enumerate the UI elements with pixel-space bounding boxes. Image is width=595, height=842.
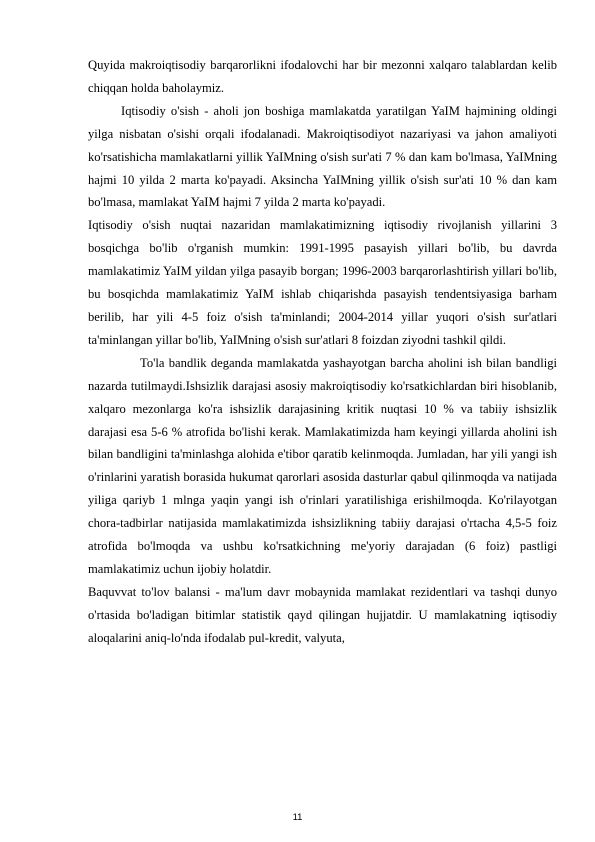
document-page [88, 54, 557, 650]
paragraph-development-stages: Iqtisodiy o'sish nuqtai nazaridan mamlakatimizning iqtisodiy rivojlanish yillarini 3 bosqichga bo'lib o'rganish mumkin: 1991-1995 pasayish yillari bo'lib, bu davrda mamlakatimiz YaIM yildan yilga pasayib borgan; 1996-2003 barqarorlashtirish yillari bo'lib, bu bosqichda mamlakatimiz YaIM ishlab chiqarishda pasayish tendentsiyasiga barham berilib, har yili 4-5 foiz o'sish ta'minlandi; 2004-2014 yillar yuqori o'sish sur'atlari ta'minlangan yillar bo'lib, YaIMning o'sish sur'atlari 8 foizdan ziyodni tashkil qildi. [88, 218, 557, 347]
paragraph-balance-of-payments: Baquvvat to'lov balansi - ma'lum davr mobaynida mamlakat rezidentlari va tashqi dunyo o'rtasida bo'ladigan bitimlar statistik qayd qilingan hujjatdir. U mamlakatning iqtisodiy aloqalarini aniq-lo'nda ifodalab pul-kredit, valyuta, [88, 584, 557, 645]
paragraph-economic-growth: Iqtisodiy o'sish - aholi jon boshiga mamlakatda yaratilgan YaIM hajmining oldingi yilga nisbatan o'sishi orqali ifodalanadi. Makroiqtisodiyot nazariyasi va jahon amaliyoti ko'rsatishicha mamlakatlarni yillik YaIMning o'sish sur'ati 7 % dan kam bo'lmasa, YaIMning hajmi 10 yilda 2 marta ko'payadi. Aksincha YaIMning yillik o'sish sur'ati 10 % dan kam bo'lmasa, mamlakat YaIM hajmi 7 yilda 2 marta ko'payadi. [88, 103, 557, 210]
paragraph-full-employment: To'la bandlik deganda mamlakatda yashayotgan barcha aholini ish bilan bandligi nazarda tutilmaydi.Ishsizlik darajasi asosiy makroiqtisodiy ko'rsatkichlardan biri hisoblanib, xalqaro mezonlarga ko'ra ishsizlik darajasining kritik nuqtasi 10 % va tabiiy ishsizlik darajasi esa 5-6 % atrofida bo'lishi kerak. Mamlakatimizda ham keyingi yillarda aholini ish bilan bandligini ta'minlashga alohida e'tibor qaratib kelinmoqda. Jumladan, har yili yangi ish o'rinlarini yaratish borasida hukumat qarorlari asosida dasturlar qabul qilinmoqda va natijada yiliga qariyb 1 mlnga yaqin yangi ish o'rinlari yaratilishiga erishilmoqda. Ko'rilayotgan chora-tadbirlar natijasida mamlakatimizda ishsizlikning tabiiy darajasi o'rtacha 4,5-5 foiz atrofida bo'lmoqda va ushbu ko'rsatkichning me'yoriy darajadan (6 foiz) pastligi mamlakatimiz uchun ijobiy holatdir. [88, 355, 557, 576]
paragraph-intro: Quyida makroiqtisodiy barqarorlikni ifodalovchi har bir mezonni xalqaro talablardan kelib chiqqan holda baholaymiz. [88, 58, 557, 95]
page-number: 11 [292, 812, 303, 823]
